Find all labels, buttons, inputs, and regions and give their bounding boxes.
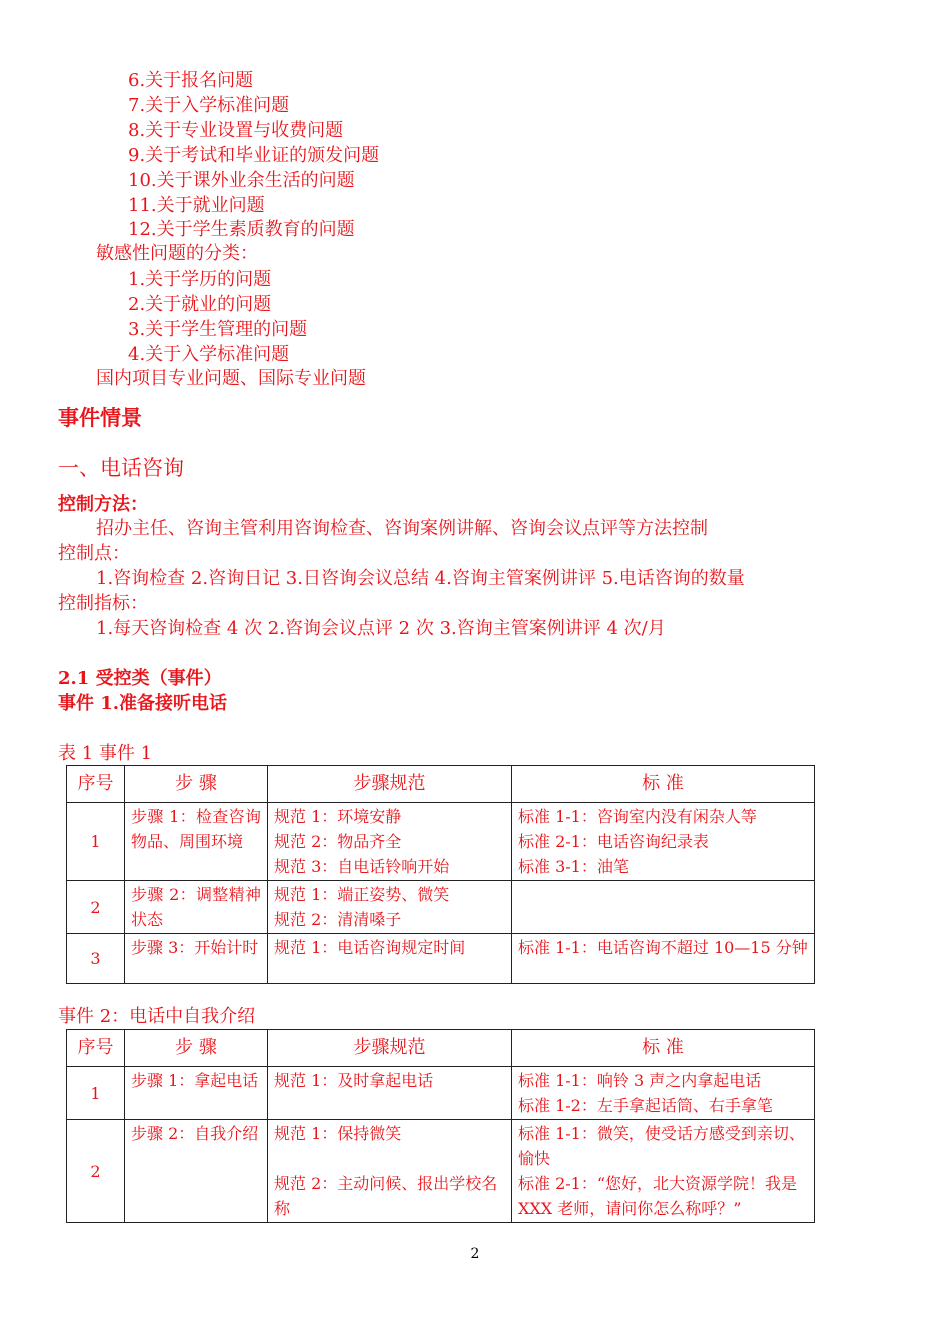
control-method-label: 控制方法：	[58, 494, 148, 515]
table-header-row	[67, 766, 815, 803]
standard-cell	[512, 934, 815, 984]
column-header: 标 准	[512, 1030, 815, 1067]
list-item: 3.关于学生管理的问题	[128, 318, 308, 340]
standard-cell	[512, 1067, 815, 1120]
list-item: 9.关于考试和毕业证的颁发问题	[128, 144, 380, 166]
column-header: 序号	[67, 1030, 125, 1067]
standard-line: 标准 2-1：电话咨询纪录表	[518, 832, 709, 851]
column-header: 标 准	[512, 766, 815, 803]
list-item: 7.关于入学标准问题	[128, 94, 290, 116]
row-number: 1	[67, 803, 125, 881]
standard-line: 标准 1-1：咨询室内没有闲杂人等	[518, 807, 757, 826]
row-number: 2	[67, 881, 125, 934]
spec-line: 规范 3：自电话铃响开始	[274, 857, 450, 876]
sensitive-heading: 敏感性问题的分类：	[96, 243, 258, 264]
control-method-text: 招办主任、咨询主管利用咨询检查、咨询案例讲解、咨询会议点评等方法控制	[96, 518, 708, 539]
subsection-title: 一、电话咨询	[58, 456, 184, 480]
list-item: 6.关于报名问题	[128, 70, 254, 91]
column-header: 步 骤	[125, 766, 268, 803]
row-number: 1	[67, 1067, 125, 1120]
column-header: 步骤规范	[268, 766, 512, 803]
row-number: 2	[67, 1120, 125, 1223]
table-row	[67, 934, 815, 984]
spec-line: 规范 2：清清嗓子	[274, 910, 402, 929]
list-item: 1.关于学历的问题	[128, 269, 272, 290]
column-header: 序号	[67, 766, 125, 803]
step-cell: 步骤 1：检查咨询物品、周围环境	[125, 803, 268, 881]
step-cell: 步骤 3：开始计时	[125, 934, 268, 984]
spec-cell	[268, 803, 512, 881]
spec-cell	[268, 1120, 512, 1223]
list-item: 12.关于学生素质教育的问题	[128, 219, 355, 241]
column-header: 步 骤	[125, 1030, 268, 1067]
step-cell: 步骤 2：自我介绍	[125, 1120, 268, 1223]
column-header: 步骤规范	[268, 1030, 512, 1067]
spec-cell	[268, 1067, 512, 1120]
spec-line: 规范 1：环境安静	[274, 807, 402, 826]
spec-line: 规范 2：主动问候、报出学校名称	[274, 1174, 498, 1218]
table-row	[67, 881, 815, 934]
standard-line: 标准 1-1：响铃 3 声之内拿起电话	[518, 1071, 762, 1090]
list-item: 2.关于就业的问题	[128, 293, 272, 315]
domestic-line: 国内项目专业问题、国际专业问题	[96, 368, 366, 389]
standard-cell	[512, 803, 815, 881]
list-item: 8.关于专业设置与收费问题	[128, 119, 344, 141]
spec-line: 规范 1：电话咨询规定时间	[274, 938, 466, 957]
page-number: 2	[470, 1246, 480, 1262]
spacer	[274, 1146, 505, 1171]
spec-cell	[268, 934, 512, 984]
spec-line: 规范 1：端正姿势、微笑	[274, 885, 450, 904]
table-header-row	[67, 1030, 815, 1067]
event1-table	[66, 765, 815, 984]
list-item: 11.关于就业问题	[128, 194, 265, 216]
section-title: 事件情景	[58, 405, 142, 430]
table-row	[67, 1120, 815, 1223]
control-indicators-text: 1.每天咨询检查 4 次 2.咨询会议点评 2 次 3.咨询主管案例讲评 4 次/月	[96, 618, 666, 639]
event1-title: 事件 1.准备接听电话	[58, 693, 228, 714]
step-cell: 步骤 2：调整精神状态	[125, 881, 268, 934]
standard-cell	[512, 881, 815, 934]
table-row	[67, 803, 815, 881]
standard-line: 标准 2-1：“您好，北大资源学院！我是 XXX 老师，请问你怎么称呼？”	[518, 1174, 798, 1218]
event2-table	[66, 1029, 815, 1223]
sub21-title: 2.1 受控类（事件）	[58, 668, 222, 689]
standard-line: 标准 1-1：微笑，使受话方感受到亲切、愉快	[518, 1124, 805, 1168]
list-item: 4.关于入学标准问题	[128, 343, 290, 365]
control-points-text: 1.咨询检查 2.咨询日记 3.日咨询会议总结 4.咨询主管案例讲评 5.电话咨询的数量	[96, 568, 745, 589]
table-row	[67, 1067, 815, 1120]
standard-line: 标准 1-2：左手拿起话筒、右手拿笔	[518, 1096, 773, 1115]
spec-line: 规范 1：保持微笑	[274, 1124, 402, 1143]
spec-line: 规范 2：物品齐全	[274, 832, 402, 851]
table2-caption: 事件 2：电话中自我介绍	[58, 1006, 256, 1027]
list-item: 10.关于课外业余生活的问题	[128, 169, 355, 191]
standard-line: 标准 1-1：电话咨询不超过 10—15 分钟	[518, 938, 808, 957]
spec-line: 规范 1：及时拿起电话	[274, 1071, 434, 1090]
step-cell: 步骤 1：拿起电话	[125, 1067, 268, 1120]
control-indicators-label: 控制指标：	[58, 593, 148, 614]
table1-caption: 表 1 事件 1	[58, 743, 153, 764]
row-number: 3	[67, 934, 125, 984]
standard-cell	[512, 1120, 815, 1223]
spec-cell	[268, 881, 512, 934]
control-points-label: 控制点：	[58, 543, 130, 564]
standard-line: 标准 3-1：油笔	[518, 857, 629, 876]
